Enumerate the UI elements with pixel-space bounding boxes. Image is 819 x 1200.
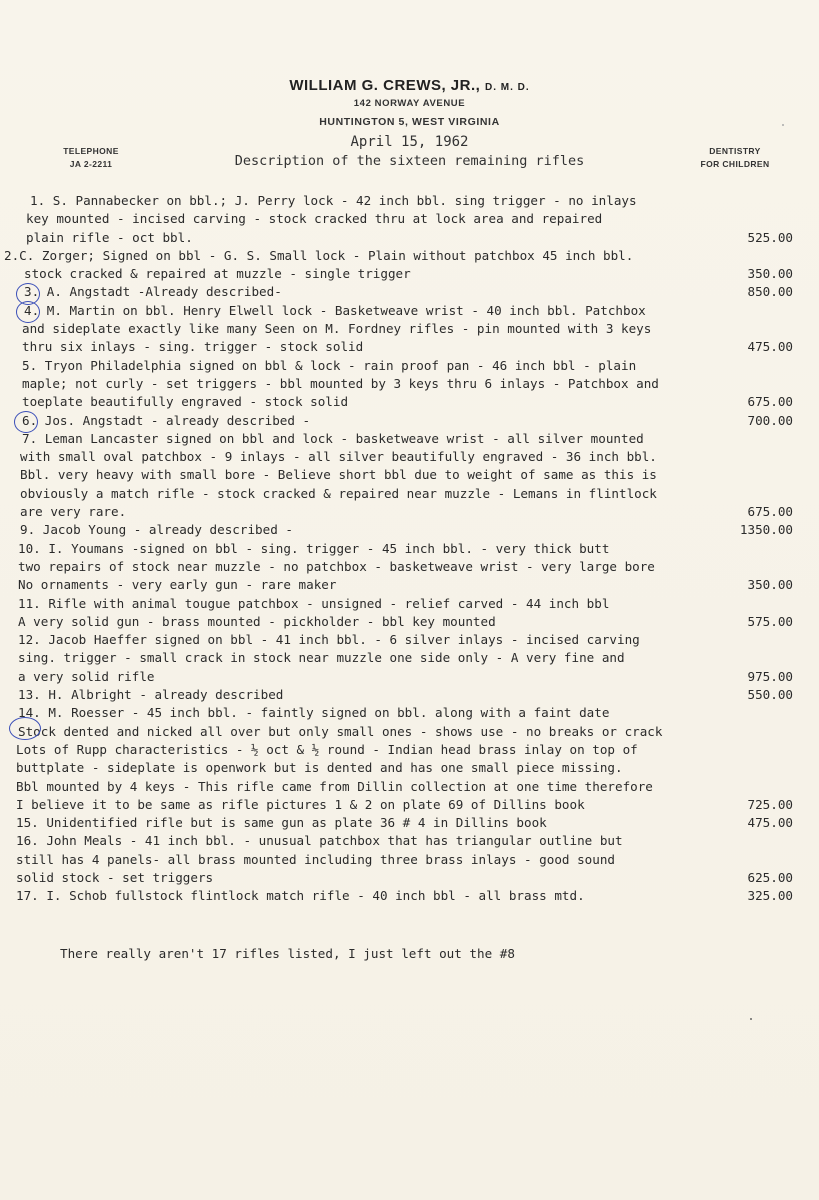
rifle-line (0, 521, 819, 539)
rifle-line (0, 723, 819, 741)
rifle-line (0, 832, 819, 850)
rifle-line-text: two repairs of stock near muzzle - no patchbox - basketweave wrist - very large bore (18, 558, 655, 574)
rifle-line-text: toeplate beautifully engraved - stock solid (22, 394, 349, 410)
rifle-price: 975.00 (747, 668, 793, 684)
rifle-line-text: still has 4 panels- all brass mounted including three brass inlays - good sound (16, 851, 615, 867)
rifle-line (0, 613, 819, 631)
rifle-price: 475.00 (747, 815, 793, 831)
rifle-line (0, 631, 819, 649)
rifle-line-text: with small oval patchbox - 9 inlays - all silver beautifully engraved - 36 inch bbl. (20, 449, 657, 465)
rifle-price: 525.00 (747, 229, 793, 245)
rifle-line-text: thru six inlays - sing. trigger - stock solid (22, 339, 364, 355)
rifle-price: 675.00 (747, 504, 793, 520)
rifle-line (0, 393, 819, 411)
rifle-line (0, 192, 819, 210)
rifle-line (0, 448, 819, 466)
rifle-price: 1350.00 (739, 522, 793, 538)
rifle-line (0, 558, 819, 576)
rifle-line-text: 5. Tryon Philadelphia signed on bbl & lock - rain proof pan - 46 inch bbl - plain (22, 357, 637, 373)
rifle-line-text: 9. Jacob Young - already described - (20, 522, 293, 538)
rifle-line (0, 229, 819, 247)
rifle-line-text: 10. I. Youmans -signed on bbl - sing. trigger - 45 inch bbl. - very thick butt (18, 540, 610, 556)
rifle-line (0, 741, 819, 759)
rifle-line (0, 759, 819, 777)
letterhead-street: 142 NORWAY AVENUE (353, 98, 466, 109)
rifle-price: 475.00 (747, 339, 793, 355)
rifle-line (0, 851, 819, 869)
ink-circle-4 (16, 301, 40, 323)
rifle-line-text: 12. Jacob Haeffer signed on bbl - 41 inch bbl. - 6 silver inlays - incised carving (18, 632, 640, 648)
rifle-line-text: key mounted - incised carving - stock cracked thru at lock area and repaired (26, 211, 603, 227)
rifle-line-text: Bbl mounted by 4 keys - This rifle came from Dillin collection at one time therefore (16, 778, 653, 794)
telephone-number: JA 2-2211 (69, 159, 113, 169)
rifle-line-text: 17. I. Schob fullstock flintlock match rifle - 40 inch bbl - all brass mtd. (16, 888, 585, 904)
rifle-line-text: a very solid rifle (18, 668, 155, 684)
rifle-line-text: and sideplate exactly like many Seen on M. Fordney rifles - pin mounted with 3 keys (22, 321, 652, 337)
rifle-line (0, 265, 819, 283)
rifle-line (0, 778, 819, 796)
rifle-price: 700.00 (747, 412, 793, 428)
doctor-name: WILLIAM G. CREWS, JR., (289, 77, 481, 94)
letterhead-city: HUNTINGTON 5, WEST VIRGINIA (319, 116, 500, 128)
rifle-price: 675.00 (747, 394, 793, 410)
rifle-line-text: 14. M. Roesser - 45 inch bbl. - faintly signed on bbl. along with a faint date (18, 705, 610, 721)
rifle-line-text: 3. A. Angstadt -Already described- (24, 284, 282, 300)
rifle-line-text: 6. Jos. Angstadt - already described - (22, 412, 311, 428)
rifle-line-text: obviously a match rifle - stock cracked & repaired near muzzle - Lemans in flintlock (20, 485, 657, 501)
doctor-degree: D. M. D. (485, 82, 530, 93)
rifle-line-text: Lots of Rupp characteristics - ½ oct & ½ round - Indian head brass inlay on top of (16, 741, 638, 757)
rifle-line (0, 869, 819, 887)
rifle-line (0, 430, 819, 448)
rifle-line-text: plain rifle - oct bbl. (26, 229, 193, 245)
paper-speck (782, 124, 784, 126)
rifle-line (0, 887, 819, 905)
ink-circle-6 (14, 411, 38, 433)
footer-note: There really aren't 17 rifles listed, I just left out the #8 (60, 946, 515, 961)
rifle-line-text: I believe it to be same as rifle pictures 1 & 2 on plate 69 of Dillins book (16, 796, 585, 812)
rifle-line (0, 412, 819, 430)
rifle-price: 325.00 (747, 888, 793, 904)
rifle-line (0, 247, 819, 265)
rifle-line (0, 283, 819, 301)
rifle-line (0, 466, 819, 484)
rifle-line (0, 338, 819, 356)
rifle-line-text: 13. H. Albright - already described (18, 687, 284, 703)
rifle-line (0, 668, 819, 686)
rifle-line-text: maple; not curly - set triggers - bbl mounted by 3 keys thru 6 inlays - Patchbox and (22, 375, 659, 391)
rifle-line-text: Stock dented and nicked all over but only small ones - shows use - no breaks or crack (18, 723, 663, 739)
rifle-line-text: 15. Unidentified rifle but is same gun as plate 36 # 4 in Dillins book (16, 815, 547, 831)
rifle-line (0, 210, 819, 228)
rifle-line (0, 320, 819, 338)
rifle-line-text: 16. John Meals - 41 inch bbl. - unusual patchbox that has triangular outline but (16, 833, 623, 849)
rifle-line (0, 595, 819, 613)
letterhead-name (0, 77, 819, 94)
specialty-line-2: FOR CHILDREN (700, 159, 770, 169)
rifle-line (0, 503, 819, 521)
rifle-price: 725.00 (747, 796, 793, 812)
ink-circle-14 (9, 717, 41, 740)
rifle-price: 350.00 (747, 266, 793, 282)
rifle-line (0, 485, 819, 503)
rifle-line-text: 2.C. Zorger; Signed on bbl - G. S. Small lock - Plain without patchbox 45 inch bbl. (4, 247, 634, 263)
rifle-line (0, 540, 819, 558)
rifle-line-text: A very solid gun - brass mounted - pickholder - bbl key mounted (18, 613, 496, 629)
rifle-line (0, 796, 819, 814)
paper-speck (750, 1018, 752, 1020)
rifle-line-text: 1. S. Pannabecker on bbl.; J. Perry lock - 42 inch bbl. sing trigger - no inlays (30, 193, 637, 208)
letter-subject: Description of the sixteen remaining rifles (234, 153, 585, 169)
rifle-line-text: Bbl. very heavy with small bore - Believe short bbl due to weight of same as this is (20, 467, 657, 483)
letter-date: April 15, 1962 (350, 134, 469, 150)
rifle-price: 625.00 (747, 869, 793, 885)
rifle-line-text: are very rare. (20, 504, 127, 520)
rifle-line (0, 649, 819, 667)
rifle-line (0, 704, 819, 722)
rifle-price: 850.00 (747, 284, 793, 300)
rifle-line-text: 4. M. Martin on bbl. Henry Elwell lock - Basketweave wrist - 40 inch bbl. Patchbox (24, 302, 646, 318)
specialty-line-1: DENTISTRY (709, 146, 761, 156)
rifle-price: 575.00 (747, 613, 793, 629)
rifle-line-text: 7. Leman Lancaster signed on bbl and lock - basketweave wrist - all silver mounted (22, 430, 644, 446)
rifle-line-text: No ornaments - very early gun - rare maker (18, 577, 337, 593)
rifle-line-text: solid stock - set triggers (16, 869, 214, 885)
rifle-line (0, 375, 819, 393)
rifle-list (0, 192, 819, 906)
rifle-line-text: stock cracked & repaired at muzzle - single trigger (24, 266, 411, 282)
rifle-price: 550.00 (747, 687, 793, 703)
rifle-line-text: sing. trigger - small crack in stock near muzzle one side only - A very fine and (18, 650, 625, 666)
rifle-line (0, 302, 819, 320)
telephone-label: TELEPHONE (63, 146, 119, 156)
rifle-line-text: 11. Rifle with animal tougue patchbox - unsigned - relief carved - 44 inch bbl (18, 595, 610, 611)
rifle-line (0, 357, 819, 375)
rifle-line (0, 814, 819, 832)
rifle-line (0, 576, 819, 594)
rifle-price: 350.00 (747, 577, 793, 593)
rifle-line (0, 686, 819, 704)
rifle-line-text: buttplate - sideplate is openwork but is dented and has one small piece missing. (16, 760, 623, 776)
